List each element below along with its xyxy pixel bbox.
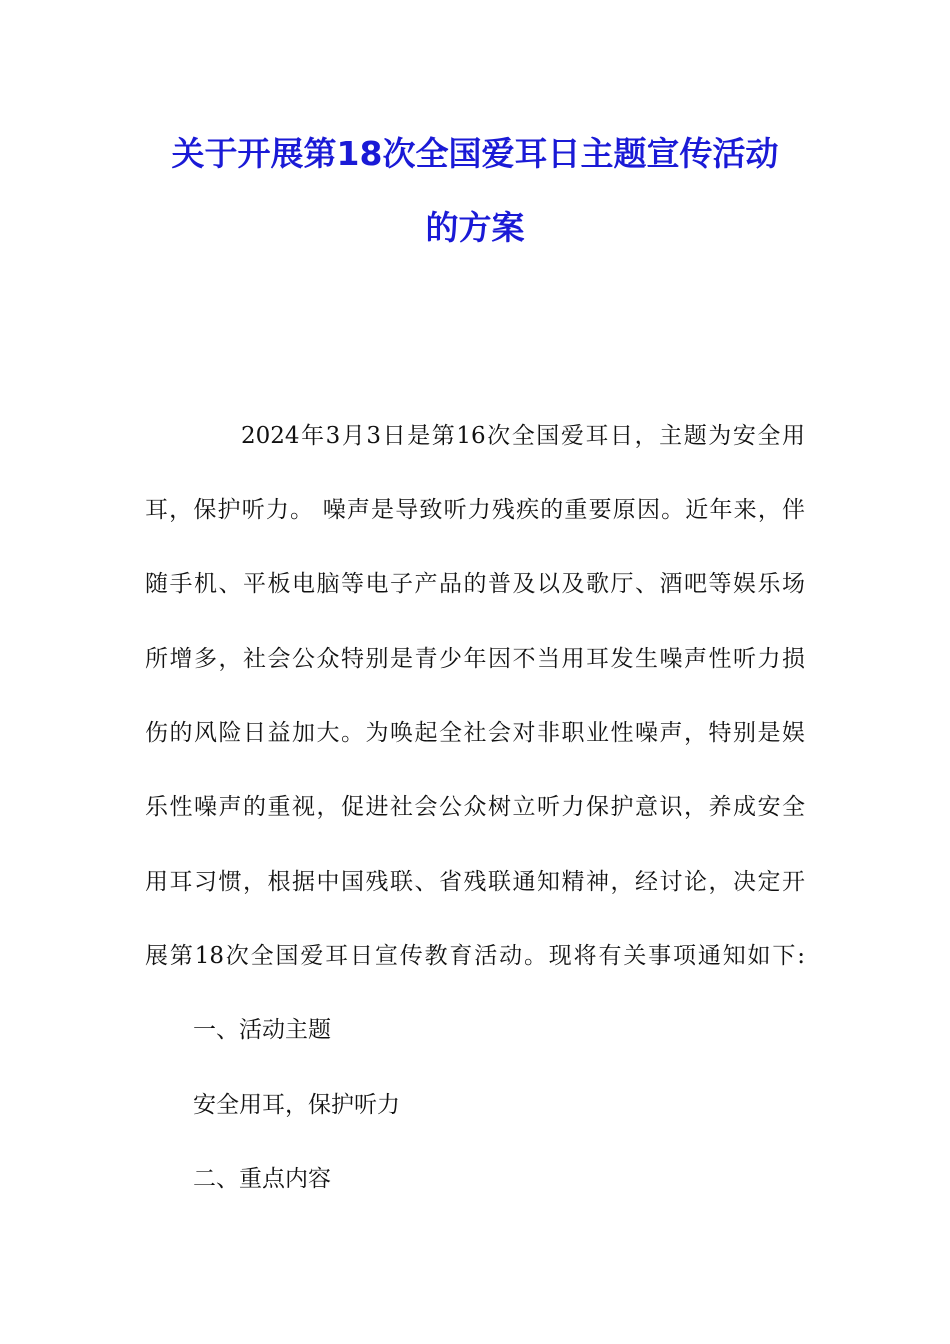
section-2-heading: 二、重点内容 xyxy=(193,1166,331,1192)
section-1-heading: 一、活动主题 xyxy=(193,1017,331,1043)
paragraph-line: 展第18次全国爱耳日宣传教育活动。现将有关事项通知如下: xyxy=(145,943,805,969)
document-title-line-1: 关于开展第18次全国爱耳日主题宣传活动 xyxy=(171,134,779,173)
paragraph-line: 乐性噪声的重视，促进社会公众树立听力保护意识，养成安全 xyxy=(145,794,805,820)
paragraph-line: 随手机、平板电脑等电子产品的普及以及歌厅、酒吧等娱乐场 xyxy=(145,571,805,597)
paragraph-line: 耳，保护听力。 噪声是导致听力残疾的重要原因。近年来，伴 xyxy=(145,497,805,523)
paragraph-line: 2024年3月3日是第16次全国爱耳日，主题为安全用 xyxy=(241,423,805,449)
section-1-text: 安全用耳，保护听力 xyxy=(193,1092,400,1118)
paragraph-line: 所增多，社会公众特别是青少年因不当用耳发生噪声性听力损 xyxy=(145,646,805,672)
document-title-line-2: 的方案 xyxy=(425,208,525,247)
paragraph-line: 伤的风险日益加大。为唤起全社会对非职业性噪声，特别是娱 xyxy=(145,720,805,746)
paragraph-line: 用耳习惯，根据中国残联、省残联通知精神，经讨论，决定开 xyxy=(145,869,805,895)
